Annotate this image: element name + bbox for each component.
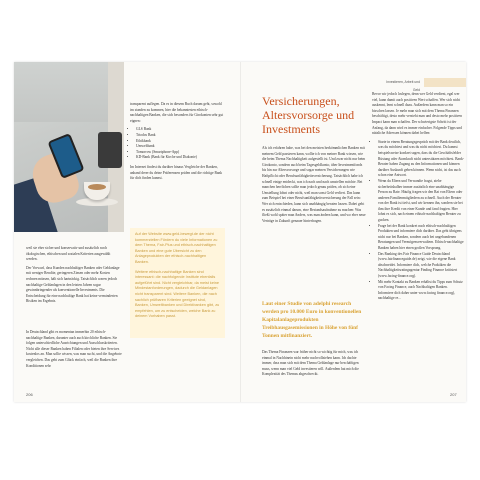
page-number-left: 206 (26, 392, 33, 397)
chapter-heading: Versicherungen, Altersvorsorge und Investments (262, 94, 355, 136)
right-page-column-left (262, 146, 366, 227)
payment-terminal-icon (98, 132, 122, 168)
bank-list (130, 127, 226, 161)
gutter (240, 62, 241, 402)
list-item: • Frage bei der Bank konkret nach ethisch-nachhaltigen Produkten und informiere dich darüber. Das geht übrigens nicht nur bei Banken, sondern auch bei ungebundenen Beratungen und Vermögensverwaltern. Ethisch-nachhaltige Banken haben hier einen großen Vorsprung. (378, 224, 464, 252)
left-page-column-left (26, 246, 120, 308)
list-item: • Mit mehr Kontakt zu Banken erhältst du Tipps zum Schutz von Facing Finance, auch Nachhaltigen Banken. Informiere dich daher unter www.facing finance.org), nachhaltige re... (378, 280, 464, 302)
coffee-cup-icon (84, 182, 110, 200)
list-item: • Starte in einem Beratungsgespräch mit der Bank deutlich, was du möchtest und was du nicht möchtest. Du kannst beispielsweise konkret sagen, dass du die Geschäftsfelder Rüstung oder Atomkraft nicht unterstützen möchtest. Bank-Berater haben Zugang zu den Informationen und können darüber Auskunft geben können. Wenn nicht, ist das auch schon eine Antwort. (378, 140, 464, 179)
list-item: • Das Ranking des Fair Finance Guide Deutschland (www.fairfinanceguide.de) zeigt, wie die eigene Bank abschneidet. Informiere dich, welche Praktiken die Nachhaltigkeitsratingagentur Finding Finance kritisiert (www.facing-finance.org). (378, 252, 464, 280)
list-item: • Triodos Bank (136, 133, 226, 139)
infobox-paragraph: Auf der Website www.geld-bewegt.de der nicht kommerziellen Fördern du viele Informationen zu dem Thema, Fair-Plus und ethisch-nachhaltigen Banken und eine gute Übersicht zu den Anlageprodukten der ethisch-nachhaltigen Banken. (135, 232, 218, 264)
paragraph: Als ich erfahren habe, was bei den meisten herkömmlichen Banken mit meinem Geld passieren kann, wollte ich von meiner Bank wissen, wie die beim Thema Nachhaltigkeit aufgestellt ist. Und zwar nicht nur beim Girokonto, sondern auch beim Tagesgeldkonto, über Investmentfonds bis hin zur Altersvorsorge und sogar meinen Versicherungen wie Haftpflicht oder Berufsunfähigkeitsversicherung. Tatsächlich habe ich schnell einige entdeckt, was ich nach und nach umstellen möchte. Bei manchen herrlichen sollte man jedoch genau prüfen, ob sich eine Umstellung lohnt oder nicht, weil man sonst Geld verliert. Das kann zum Beispiel bei einer Berufsunfähigkeitsversicherung der Fall sein: Wer sich entschieden, kann sich unabhängig beraten lassen. Dabei geht es zusätzlich einmal darum, eine Bestandsaufnahme zu machen: Was fließt wohl später man Anders, was man ändern kann, und wo eher neue Verträge in Zukunft genauer hinterfragen. (262, 146, 366, 223)
left-page-column-right (130, 102, 226, 185)
list-item: • GLS Bank (136, 127, 226, 133)
left-page-column-bottom (26, 330, 122, 372)
paragraph: Der Vorwurf, dass Kunden nachhaltiger Banken oder Geldanlage mit weniger Rendite, geringeren Zinsen oder mehr Kosten rechnen müssen, hält sich hartnäckig. Tatsächlich waren jedoch nachhaltige Geldanlagen in den letzten Jahren sogar gewinnbringender als konventionelle Investments. Die Entscheidung für eine nachhaltige Bank hat keine verminderten Risiken im Ergebnis. (26, 265, 120, 304)
infobox (130, 228, 225, 338)
paragraph: Bevor wir jedoch loslegen, denn wer Geld verdient, egal wer viel, kann damit auch positiven Wert schaffen. Wer sich nicht auskennt, lernt schnell dazu. Außerdem kann man so ein bisschen lassen. Je mehr man sich mit dem Thema Finanzen beschäftigt, desto mehr versteht man und desto mehr positiven Impact kann man schaffen. Der schwierigste Schritt ist der Anfang, da dann wird es immer einfacher. Folgende Tipps und nützliche Adressen können dabei helfen: (372, 92, 462, 136)
pullquote: Laut einer Studie von adelphi research werden pro 10.000 Euro in konventionellen Kapitalanlageprodukten Treibhausgasemissionen in Höhe von fünf Tonnen mitfinanziert. (262, 301, 362, 339)
section-marker (424, 78, 466, 87)
photo-contactless-payment (14, 62, 124, 232)
list-item: • Tomorrow (Smartphone-App) (136, 150, 226, 156)
section-label: Investieren, Arbeit und Geld (386, 80, 420, 92)
list-item: • Umweltbank (136, 144, 226, 150)
page-number-right: 207 (450, 392, 457, 397)
infobox-paragraph: Weitere ethisch-nachhaltige Banken sind interessant: die nachfolgende Institute ebenfalls aufgeführt sind. Nicht vergleichbar, da meist keine Mindestanforderungen, dadurch die Geldanlagen nicht transparent sind. Weitere Banken, die nach sachlich prüfbaren Kriterien geeignet sind, Banken, Umweltbanken und Direktbanken gibt, zu empfehlen, um zu entscheiden, welche Bank zu deinem Vorhaben passt. (135, 269, 220, 319)
paragraph: weil sie eher sicher und konservativ und zusätzlich noch ökologischen, ethischen und sozialen Kriterien ausgewählt werden. (26, 246, 111, 262)
paragraph: Das Thema Finanzen war früher nicht so wichtig für mich, was ich einmal in Nachhinein nicht mehr nachvollziehen kann. Ich dachte immer, dass man sich mit dem Thema Geldanlage nur beschäftigen muss, wenn man viel Geld investieren will. Außerdem hat mich die Komplexität des Themas abgeschreckt. (262, 350, 359, 377)
paragraph: transparent auflegen. Da es in diesem Buch darum geht, sowohl im standen zu kommen, hier die bekanntesten ethisch-nachhaltigen Banken, die sich besonders für Girokonten sehr gut eignen: (130, 102, 224, 123)
list-item: • Wenn du Eltern und Verwandte fragst, ziehe sicherheitshalber immer zusätzlich eine unabhängige Person zu Rate. Häufig fragen wir den Rat von Eltern oder anderen Familienmitgliedern zu schnell. Auch der Berater von der Bank ist tiefst, und wir kennen ihn, sondern sie bei ihm ihre Kredit von einer Kunde und fand fragten. Hier lohnt es sich, nach einem ethisch-nachhaltigen Berater zu gucken. (378, 179, 464, 224)
list-item: • Ethikbank (136, 139, 226, 145)
paragraph: Im Internet findest du darüber hinaus Vergleiche der Banken, anhand derer du deine Präferenzen prüfen und die richtige Bank für dich finden kannst. (130, 164, 223, 181)
list-item: • KD-Bank (Bank für Kirche und Diakonie) (136, 155, 226, 161)
paragraph: In Deutschland gibt es momentan immerhin 20 ethisch-nachhaltige Banken, darunter auch auch kirchliche Banken. Sie folgen unterschiedliche Ausrichtungen und Ausschlusskriterien. Nicht alle dieser Banken haben Filialen oder bieten ihre Services kostenlos an. Man sollte wissen, was man sucht, und die Angebote vergleichen. Das geht zum Glück einfach, weil die Banken ihre Konditionen sehr (26, 330, 122, 368)
right-page-column-right (372, 92, 464, 306)
right-page-column-left-bottom (262, 350, 366, 381)
tips-list (372, 140, 464, 302)
